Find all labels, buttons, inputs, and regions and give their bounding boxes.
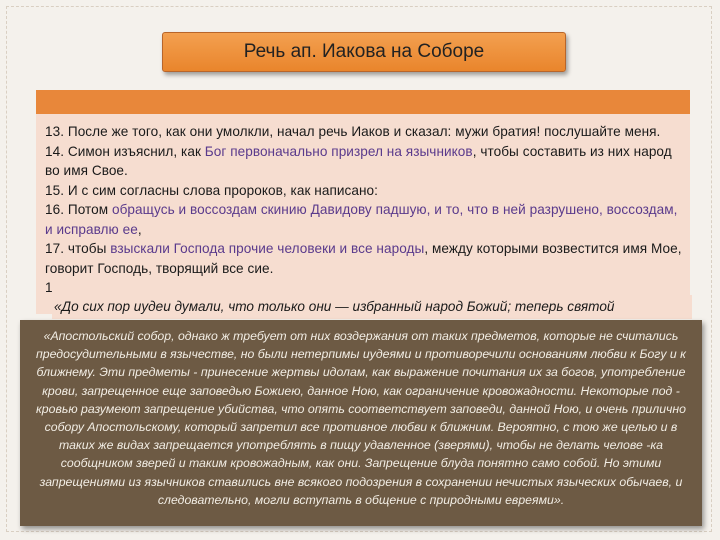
commentary-text: «Апостольский собор, однако ж требует от них воздержания от таких предметов, которые не считались предосудительными в язычестве, но были нетерпимы иудеями и противоречили основаниям любви к Богу и к ближнему. Эти предметы - принесение жертвы идолам, как выражение почитания их за богов, употребление крови, запрещенное еще заповедью Божиею, данное Ною, как ограничение кровожадности. Некоторые под - кровью разумеют запрещение убийства, что опять соответствует заповеди, данной Ною, и очень прилично собору Апостольскому, который запретил все противное любви к ближним. Вероятно, с тою же целью и в таких же видах запрещается употреблять в пищу удавленное (зверями), чтобы не делать челове -ка сообщником зверей и таким кровожадным, как они. Запрещение блуда понятно само собой. Но этими запрещениями из язычников ставились вне всякого подозрения в сохранении нечистых языческих обычаев, и следовательно, могли вступать в общение с природными евреями». — [36, 329, 686, 507]
verse-line — [45, 239, 685, 278]
verse-line — [45, 122, 685, 142]
slide-title: Речь ап. Иакова на Соборе — [162, 32, 566, 72]
verse-text: 14. Симон изъяснил, как — [45, 143, 205, 159]
quote-line: «До сих пор иудеи думали, что только они — избранный народ Божий; теперь святой — [52, 295, 692, 319]
verse-text: 1 — [45, 280, 53, 295]
verse-line — [45, 142, 685, 181]
verse-text: 16. Потом — [45, 202, 112, 217]
verse-text: , чтобы составить из них народ во имя Свое. — [45, 143, 672, 178]
verse-text: , между которыми возвестится имя Мое, говорит Господь, творящий все сие. — [45, 241, 682, 276]
verse-line — [45, 200, 685, 239]
verse-highlight: взыскали Господа прочие человеки и все народы — [110, 241, 425, 256]
verse-text: 17. чтобы — [45, 241, 111, 256]
verse-line — [45, 181, 685, 201]
verse-text: 13. После же того, как они умолкли, начал речь Иаков и сказал: мужи братия! послушайте меня. — [45, 124, 661, 139]
header-strip — [36, 90, 690, 114]
verse-highlight: Бог первоначально призрел на язычников — [204, 143, 473, 159]
verse-highlight: обращусь и воссоздам скинию Давидову падшую, и то, что в ней разрушено, воссоздам, и исправлю ее — [45, 202, 678, 237]
verses-text — [45, 122, 685, 298]
verse-text: , — [137, 221, 142, 237]
verse-text: 15. И с сим согласны слова пророков, как написано: — [45, 182, 378, 198]
